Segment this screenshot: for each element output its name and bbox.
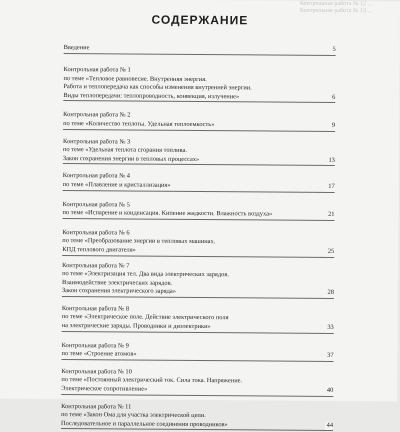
toc-entry-line: по теме «Удельная теплота сгорания топлива. (62, 146, 187, 155)
toc-entry-line: по теме «Испарение и конденсация. Кипение жидкости. Влажность воздуха» (62, 209, 273, 218)
bleed-through-text: Контрольная работа № 12 ... Контрольная работа № 13 ... (299, 0, 373, 15)
toc-entry-heading: Контрольная работа № 10 (61, 367, 132, 376)
toc-page-number: 28 (326, 289, 334, 298)
toc-entry-line: по теме «Закон Ома для участка электрической цепи. (61, 411, 206, 420)
page-title: СОДЕРЖАНИЕ (151, 12, 249, 28)
toc-entry-heading: Контрольная работа № 6 (62, 228, 130, 237)
toc-page-number: 13 (326, 157, 334, 166)
toc-entry-line: по теме «Строение атомов» (61, 350, 137, 358)
table-of-contents (61, 39, 336, 431)
toc-entry-line: по теме «Постоянный электрический ток. Сила тока. Напряжение. (61, 376, 243, 385)
toc-entry[interactable] (62, 201, 334, 221)
toc-entry-line: Закон сохранения энергии в тепловых процессах» (62, 154, 200, 163)
toc-entry-heading: Контрольная работа № 9 (61, 341, 129, 350)
toc-entry-heading: Контрольная работа № 5 (62, 200, 130, 209)
toc-page-number: 33 (325, 324, 333, 333)
toc-entry[interactable] (63, 66, 335, 103)
toc-entry[interactable] (61, 403, 333, 432)
toc-entry-heading: Контрольная работа № 11 (61, 402, 132, 411)
toc-entry-heading: Контрольная работа № 1 (63, 66, 131, 74)
toc-entry-line: по теме «Преобразование энергии в тепловых машинах. (62, 237, 216, 246)
toc-entry-line: Виды теплопередачи: теплопроводность, конвекция, излучение» (63, 91, 240, 101)
toc-page-number: 9 (330, 122, 335, 131)
toc-entry-heading: Контрольная работа № 2 (63, 111, 131, 119)
toc-entry[interactable] (63, 111, 335, 131)
toc-entry[interactable] (64, 39, 336, 56)
toc-entry-line: Электрическое сопротивление» (61, 385, 148, 393)
toc-entry[interactable] (63, 138, 335, 167)
toc-entry[interactable] (62, 305, 334, 334)
toc-page-number: 21 (326, 211, 334, 220)
toc-page-number: 37 (325, 352, 333, 361)
toc-entry[interactable] (61, 368, 333, 397)
toc-entry-line: по теме «Количество теплоты. Удельная теплоемкость» (63, 120, 215, 129)
toc-entry-line: на электрические заряды. Проводники и диэлектрики» (61, 322, 211, 331)
toc-entry-heading: Введение (63, 44, 90, 52)
toc-entry-line: Последовательное и параллельное соединения проводников» (61, 419, 228, 429)
toc-entry-line: КПД теплового двигателя» (62, 245, 136, 254)
toc-entry-heading: Контрольная работа № 7 (62, 261, 130, 270)
toc-entry-line: по теме «Тепловое равновесие. Внутренняя энергия. (63, 74, 207, 83)
toc-entry-line: по теме «Электрическое поле. Действие электрического поля (61, 313, 229, 322)
toc-entry[interactable] (62, 229, 334, 258)
toc-entry-line: по теме «Плавление и кристаллизация» (62, 180, 171, 189)
toc-entry[interactable] (61, 342, 333, 362)
toc-entry-line: Работа и теплопередача как способы изменения внутренней энергии. (63, 83, 252, 92)
toc-entry-line: Закон сохранения электрического заряда» (61, 287, 176, 296)
toc-page-number: 5 (330, 46, 335, 55)
toc-entry-heading: Контрольная работа № 8 (61, 304, 130, 313)
toc-entry-line: Взаимодействие электрических зарядов. (62, 278, 173, 287)
toc-page-number: 6 (330, 94, 335, 103)
toc-entry[interactable] (63, 172, 335, 192)
toc-page-number: 17 (326, 183, 334, 192)
toc-entry-line: по теме «Электризация тел. Два вида электрических зарядов. (62, 270, 229, 279)
toc-entry-heading: Контрольная работа № 4 (62, 172, 131, 180)
toc-page-number: 44 (325, 422, 333, 431)
toc-entry-heading: Контрольная работа № 3 (62, 137, 131, 146)
toc-page-number: 40 (325, 387, 333, 396)
toc-page-number: 25 (326, 248, 334, 257)
toc-entry[interactable] (62, 262, 334, 299)
